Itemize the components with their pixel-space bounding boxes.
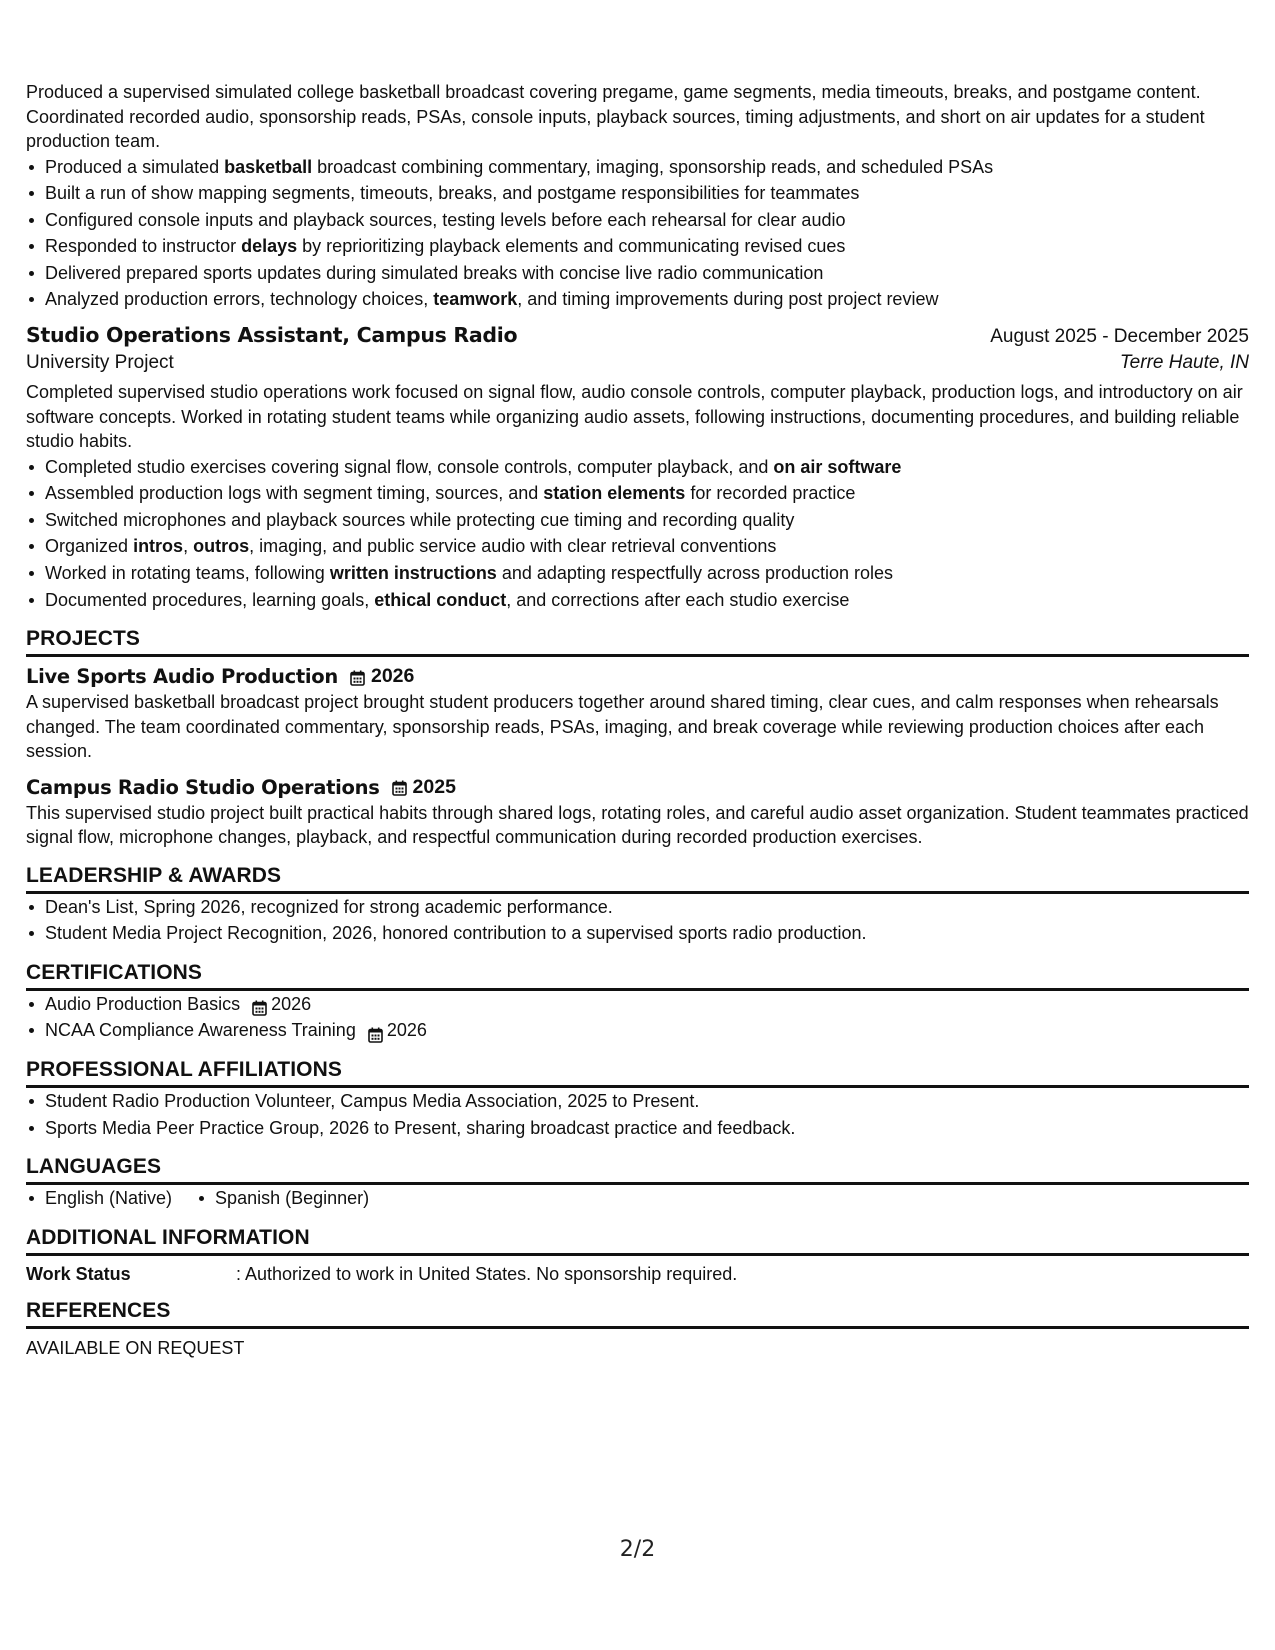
project-title: Live Sports Audio Production bbox=[26, 665, 338, 689]
project-description: A supervised basketball broadcast project brought student producers together around shared timing, clear cues, and calm responses when rehearsals changed. The team coordinated commentary, sponsorship reads, PSAs, imaging, and break coverage while reviewing production choices after each session. bbox=[26, 692, 1219, 762]
project-description: This supervised studio project built practical habits through shared logs, rotating roles, and careful audio asset organization. Student teammates practiced signal flow, microphone changes, playback, and respectful communication during recorded production exercises. bbox=[26, 802, 1249, 848]
certification-name: NCAA Compliance Awareness Training bbox=[45, 1020, 356, 1041]
job-location: Terre Haute, IN bbox=[1119, 352, 1249, 374]
section-title-languages: LANGUAGES bbox=[26, 1155, 1249, 1185]
calendar-icon bbox=[350, 670, 365, 686]
work-status-label: Work Status bbox=[26, 1263, 131, 1284]
list-item: Student Radio Production Volunteer, Campus Media Association, 2025 to Present. bbox=[26, 1088, 1249, 1115]
project-header bbox=[26, 776, 1249, 799]
list-item: Completed studio exercises covering signal flow, console controls, computer playback, and on air software bbox=[26, 454, 1249, 481]
list-item: Analyzed production errors, technology choices, teamwork, and timing improvements during post project review bbox=[26, 286, 1249, 313]
project-year: 2026 bbox=[370, 665, 415, 688]
job-summary: Produced a supervised simulated college basketball broadcast covering pregame, game segments, media timeouts, breaks, and postgame content. Coordinated recorded audio, sponsorship reads, PSAs, console inputs, playback sources, timing adjustments, and short on air updates for a student production team. bbox=[26, 82, 1205, 151]
list-item bbox=[26, 991, 1249, 1018]
certification-year: 2026 bbox=[386, 1020, 427, 1041]
list-item: Built a run of show mapping segments, timeouts, breaks, and postgame responsibilities for teammates bbox=[26, 180, 1249, 207]
list-item: English (Native) bbox=[26, 1185, 172, 1212]
leadership-list bbox=[26, 894, 1249, 947]
references-text: AVAILABLE ON REQUEST bbox=[26, 1337, 245, 1358]
job-dates: August 2025 - December 2025 bbox=[990, 326, 1249, 348]
page-number: 2/2 bbox=[619, 1537, 656, 1562]
work-status-row bbox=[26, 1264, 1249, 1285]
list-item: Organized intros, outros, imaging, and public service audio with clear retrieval conventions bbox=[26, 533, 1249, 560]
certification-name: Audio Production Basics bbox=[45, 993, 241, 1014]
list-item: Documented procedures, learning goals, ethical conduct, and corrections after each studio exercise bbox=[26, 587, 1249, 614]
list-item: Assembled production logs with segment timing, sources, and station elements for recorded practice bbox=[26, 480, 1249, 507]
section-title-references: REFERENCES bbox=[26, 1299, 1249, 1329]
section-title-affiliations: PROFESSIONAL AFFILIATIONS bbox=[26, 1058, 1249, 1088]
job-title: Studio Operations Assistant, Campus Radio bbox=[26, 323, 518, 348]
section-title-projects: PROJECTS bbox=[26, 627, 1249, 657]
list-item: Delivered prepared sports updates during simulated breaks with concise live radio communication bbox=[26, 260, 1249, 287]
resume-page bbox=[26, 80, 1249, 1359]
calendar-icon bbox=[252, 997, 267, 1013]
project-year: 2025 bbox=[412, 775, 456, 798]
section-title-certifications: CERTIFICATIONS bbox=[26, 961, 1249, 991]
list-item: Sports Media Peer Practice Group, 2026 to Present, sharing broadcast practice and feedback. bbox=[26, 1115, 1249, 1142]
certification-year: 2026 bbox=[271, 993, 312, 1014]
project-title: Campus Radio Studio Operations bbox=[26, 775, 380, 799]
list-item bbox=[26, 1017, 1249, 1044]
section-title-additional: ADDITIONAL INFORMATION bbox=[26, 1226, 1249, 1256]
list-item: Configured console inputs and playback sources, testing levels before each rehearsal for clear audio bbox=[26, 207, 1249, 234]
job-summary: Completed supervised studio operations work focused on signal flow, audio console controls, computer playback, production logs, and introductory on air software concepts. Worked in rotating student teams while organizing audio assets, following instructions, documenting procedures, and building reliable studio habits. bbox=[26, 382, 1243, 452]
affiliations-list bbox=[26, 1088, 1249, 1141]
languages-list bbox=[26, 1185, 1249, 1212]
work-status-value: : Authorized to work in United States. No sponsorship required. bbox=[236, 1263, 738, 1284]
list-item: Spanish (Beginner) bbox=[196, 1185, 369, 1212]
list-item: Worked in rotating teams, following written instructions and adapting respectfully across production roles bbox=[26, 560, 1249, 587]
certifications-list bbox=[26, 991, 1249, 1044]
job2-bullet-list bbox=[26, 454, 1249, 614]
section-title-leadership: LEADERSHIP & AWARDS bbox=[26, 864, 1249, 894]
project-header bbox=[26, 665, 1249, 688]
list-item: Dean's List, Spring 2026, recognized for strong academic performance. bbox=[26, 894, 1249, 921]
job-subheader bbox=[26, 352, 1249, 374]
list-item: Switched microphones and playback sources while protecting cue timing and recording quality bbox=[26, 507, 1249, 534]
list-item: Responded to instructor delays by reprioritizing playback elements and communicating revised cues bbox=[26, 233, 1249, 260]
job-organization: University Project bbox=[26, 352, 174, 374]
calendar-icon bbox=[368, 1024, 383, 1040]
job1-bullet-list bbox=[26, 154, 1249, 314]
job-header bbox=[26, 323, 1249, 348]
list-item: Produced a simulated basketball broadcast combining commentary, imaging, sponsorship reads, and scheduled PSAs bbox=[26, 154, 1249, 181]
calendar-icon bbox=[392, 780, 407, 796]
list-item: Student Media Project Recognition, 2026, honored contribution to a supervised sports radio production. bbox=[26, 920, 1249, 947]
